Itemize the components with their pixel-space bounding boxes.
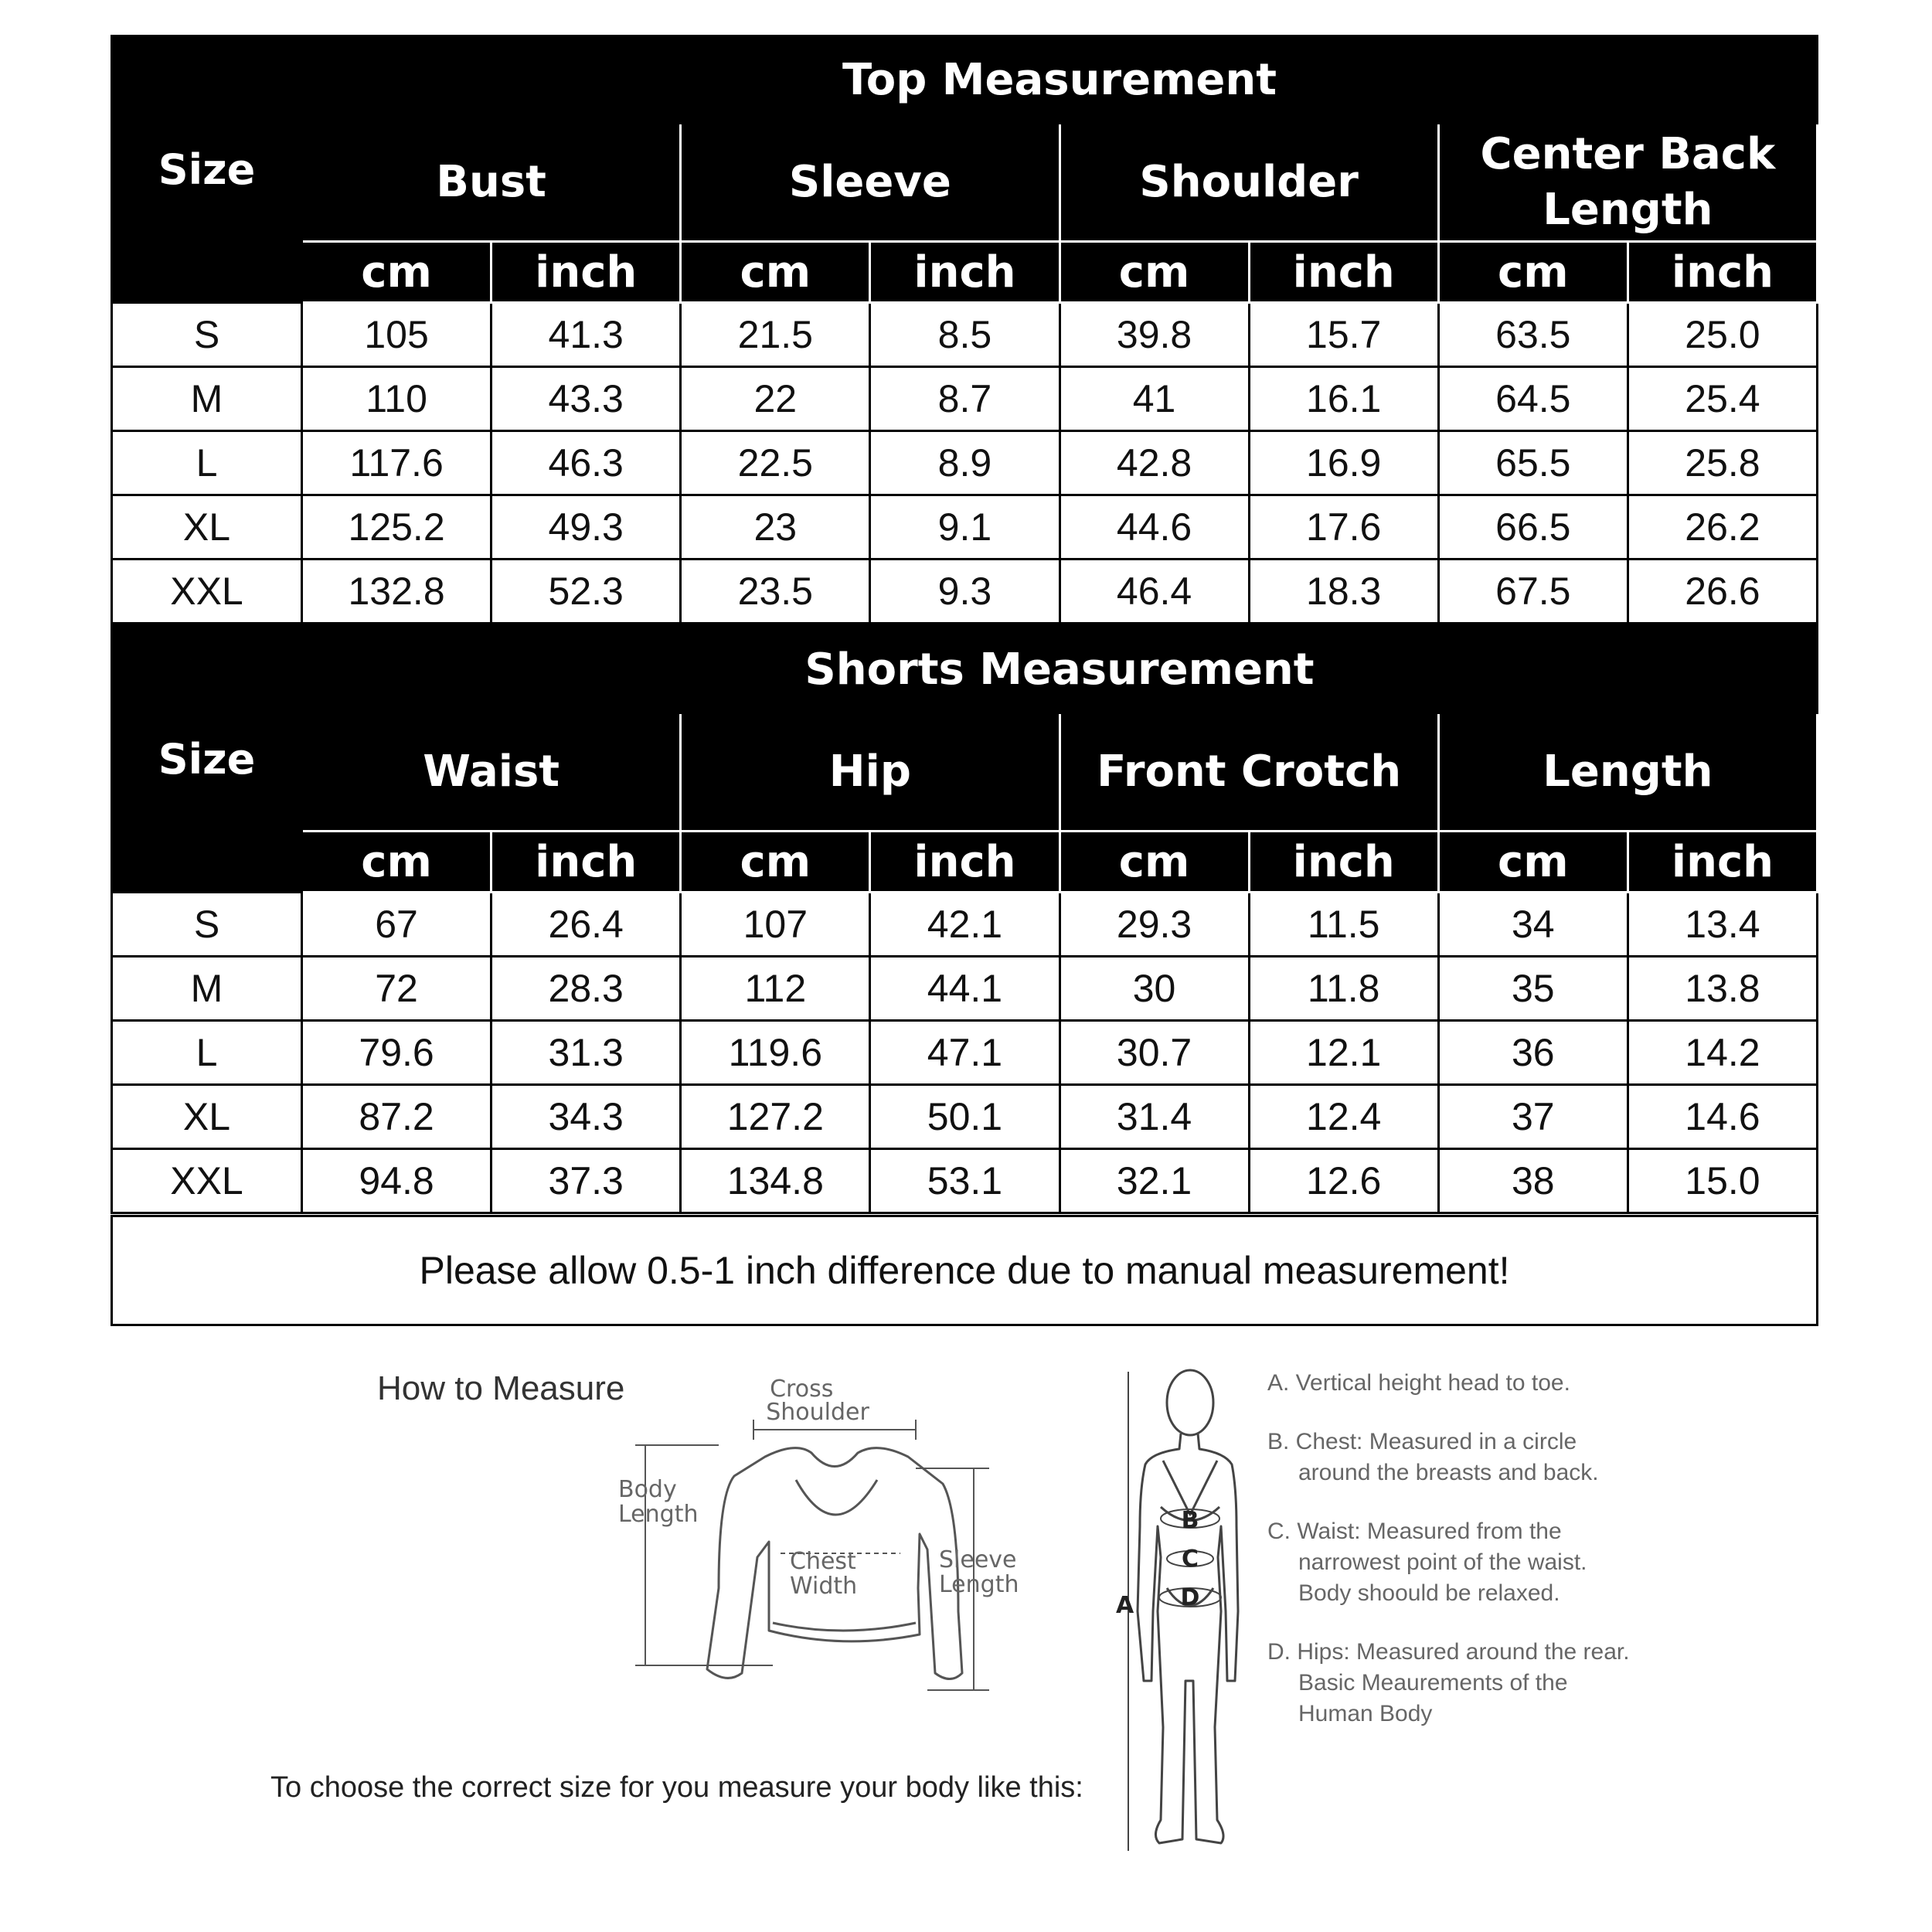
measurement-cell: 12.4: [1249, 1085, 1438, 1149]
measurement-cell: 117.6: [302, 431, 492, 495]
unit-header: inch: [1628, 832, 1817, 893]
measurement-cell: 64.5: [1438, 367, 1628, 431]
measurement-cell: 47.1: [870, 1021, 1060, 1085]
unit-header: inch: [870, 242, 1060, 303]
measurement-cell: 25.8: [1628, 431, 1817, 495]
measurement-cell: 23.5: [681, 560, 870, 624]
measurement-cell: 41: [1060, 367, 1249, 431]
measurement-cell: 17.6: [1249, 495, 1438, 560]
measurement-cell: 8.7: [870, 367, 1060, 431]
size-cell: M: [112, 367, 302, 431]
unit-header: cm: [681, 242, 870, 303]
top-table-body: [112, 303, 1818, 624]
table-row: [112, 303, 1818, 367]
column-group-header: Length: [1438, 713, 1817, 832]
size-cell: XXL: [112, 1149, 302, 1213]
measurement-cell: 34.3: [492, 1085, 681, 1149]
measurement-cell: 16.1: [1249, 367, 1438, 431]
measurement-cell: 35: [1438, 957, 1628, 1021]
measurement-cell: 34: [1438, 893, 1628, 957]
measurement-cell: 18.3: [1249, 560, 1438, 624]
table-row: [112, 367, 1818, 431]
measurement-cell: 37.3: [492, 1149, 681, 1213]
shorts-measurement-table: [111, 624, 1818, 1214]
size-cell: L: [112, 1021, 302, 1085]
unit-header: inch: [870, 832, 1060, 893]
table-row: [112, 957, 1818, 1021]
measurement-cell: 9.1: [870, 495, 1060, 560]
table-row: [112, 495, 1818, 560]
table-row: [112, 560, 1818, 624]
measurement-cell: 29.3: [1060, 893, 1249, 957]
measurement-cell: 39.8: [1060, 303, 1249, 367]
measurement-cell: 125.2: [302, 495, 492, 560]
marker-a-label: A: [1116, 1592, 1134, 1619]
measurement-cell: 11.8: [1249, 957, 1438, 1021]
table-row: [112, 1021, 1818, 1085]
measurement-cell: 31.4: [1060, 1085, 1249, 1149]
measurement-cell: 94.8: [302, 1149, 492, 1213]
measurement-cell: 8.9: [870, 431, 1060, 495]
shorts-table-body: [112, 893, 1818, 1213]
unit-header: cm: [1438, 242, 1628, 303]
measurement-cell: 87.2: [302, 1085, 492, 1149]
measurement-cell: 42.1: [870, 893, 1060, 957]
size-cell: S: [112, 893, 302, 957]
measurement-cell: 9.3: [870, 560, 1060, 624]
measurement-cell: 66.5: [1438, 495, 1628, 560]
measurement-cell: 30.7: [1060, 1021, 1249, 1085]
measurement-cell: 110: [302, 367, 492, 431]
measurement-cell: 11.5: [1249, 893, 1438, 957]
size-cell: XXL: [112, 560, 302, 624]
measurement-cell: 107: [681, 893, 870, 957]
size-cell: XL: [112, 495, 302, 560]
table-row: [112, 431, 1818, 495]
measurement-cell: 15.0: [1628, 1149, 1817, 1213]
marker-c-label: C: [1181, 1546, 1199, 1573]
measurement-cell: 46.3: [492, 431, 681, 495]
sweater-measure-diagram: [611, 1356, 1043, 1719]
unit-header: cm: [302, 832, 492, 893]
table-title: Shorts Measurement: [302, 626, 1818, 713]
measurement-note-c: C. Waist: Measured from the narrowest point of the waist. Body shoould be relaxed.: [1267, 1519, 1587, 1606]
measurement-cell: 32.1: [1060, 1149, 1249, 1213]
measurement-cell: 134.8: [681, 1149, 870, 1213]
marker-d-label: D: [1180, 1584, 1200, 1611]
unit-header: inch: [492, 242, 681, 303]
measurement-cell: 67: [302, 893, 492, 957]
column-group-header: Waist: [302, 713, 681, 832]
column-group-header: Bust: [302, 124, 681, 242]
size-cell: XL: [112, 1085, 302, 1149]
measurement-cell: 31.3: [492, 1021, 681, 1085]
measurement-cell: 112: [681, 957, 870, 1021]
unit-header: inch: [1628, 242, 1817, 303]
measurement-cell: 67.5: [1438, 560, 1628, 624]
marker-b-label: B: [1181, 1507, 1199, 1534]
unit-header: inch: [492, 832, 681, 893]
note-text: Please allow 0.5-1 inch difference due to manual measurement!: [419, 1249, 1510, 1292]
table-row: [112, 1149, 1818, 1213]
measurement-cell: 65.5: [1438, 431, 1628, 495]
measurement-cell: 23: [681, 495, 870, 560]
cross-shoulder-label: Cross Shoulder: [766, 1376, 869, 1426]
size-cell: M: [112, 957, 302, 1021]
measurement-cell: 50.1: [870, 1085, 1060, 1149]
measurement-cell: 8.5: [870, 303, 1060, 367]
unit-header: cm: [681, 832, 870, 893]
measurement-cell: 46.4: [1060, 560, 1249, 624]
measurement-cell: 132.8: [302, 560, 492, 624]
measurement-cell: 44.6: [1060, 495, 1249, 560]
measurement-cell: 22: [681, 367, 870, 431]
table-row: [112, 893, 1818, 957]
column-group-header: Center Back Length: [1438, 124, 1817, 242]
measurement-cell: 26.6: [1628, 560, 1817, 624]
column-group-header: Front Crotch: [1060, 713, 1438, 832]
measurement-cell: 49.3: [492, 495, 681, 560]
measurement-cell: 12.1: [1249, 1021, 1438, 1085]
size-cell: S: [112, 303, 302, 367]
measurement-cell: 42.8: [1060, 431, 1249, 495]
measurement-cell: 26.4: [492, 893, 681, 957]
body-length-label: Body Length: [618, 1476, 699, 1528]
sleeve-length-label: Sleeve Length: [939, 1546, 1019, 1598]
measurement-cell: 63.5: [1438, 303, 1628, 367]
measurement-cell: 30: [1060, 957, 1249, 1021]
unit-header: cm: [1060, 832, 1249, 893]
table-row: [112, 1085, 1818, 1149]
measurement-note-b: B. Chest: Measured in a circle around the breasts and back.: [1267, 1429, 1599, 1485]
measurement-cell: 13.8: [1628, 957, 1817, 1021]
measurement-cell: 25.0: [1628, 303, 1817, 367]
unit-header: cm: [1438, 832, 1628, 893]
size-cell: L: [112, 431, 302, 495]
measurement-cell: 52.3: [492, 560, 681, 624]
measurement-notes-list: [1267, 1368, 1638, 1757]
choose-size-instructions: To choose the correct size for you measure your body like this:: [270, 1771, 1083, 1804]
column-group-header: Hip: [681, 713, 1060, 832]
measurement-note-d: D. Hips: Measured around the rear. Basic Meaurements of the Human Body: [1267, 1639, 1630, 1726]
how-to-measure-title: How to Measure: [377, 1369, 625, 1407]
measurement-cell: 41.3: [492, 303, 681, 367]
unit-header: inch: [1249, 242, 1438, 303]
measurement-cell: 38: [1438, 1149, 1628, 1213]
measurement-cell: 105: [302, 303, 492, 367]
measurement-cell: 15.7: [1249, 303, 1438, 367]
measurement-cell: 36: [1438, 1021, 1628, 1085]
measurement-cell: 79.6: [302, 1021, 492, 1085]
measurement-note-a: A. Vertical height head to toe.: [1267, 1370, 1570, 1396]
measurement-cell: 26.2: [1628, 495, 1817, 560]
measurement-note: [111, 1215, 1818, 1326]
measurement-cell: 25.4: [1628, 367, 1817, 431]
table-title: Top Measurement: [302, 36, 1818, 124]
unit-header: cm: [302, 242, 492, 303]
measurement-cell: 12.6: [1249, 1149, 1438, 1213]
unit-header: cm: [1060, 242, 1249, 303]
measurement-cell: 14.6: [1628, 1085, 1817, 1149]
top-measurement-table: [111, 35, 1818, 624]
measurement-cell: 16.9: [1249, 431, 1438, 495]
measurement-cell: 37: [1438, 1085, 1628, 1149]
measurement-cell: 72: [302, 957, 492, 1021]
unit-header: inch: [1249, 832, 1438, 893]
measurement-cell: 13.4: [1628, 893, 1817, 957]
chest-width-label: Chest Width: [790, 1548, 858, 1600]
measurement-cell: 44.1: [870, 957, 1060, 1021]
measurement-cell: 127.2: [681, 1085, 870, 1149]
size-header: Size: [112, 36, 302, 303]
size-header: Size: [112, 626, 302, 893]
measurement-cell: 43.3: [492, 367, 681, 431]
column-group-header: Shoulder: [1060, 124, 1438, 242]
measurement-cell: 14.2: [1628, 1021, 1817, 1085]
measurement-cell: 21.5: [681, 303, 870, 367]
measurement-cell: 22.5: [681, 431, 870, 495]
column-group-header: Sleeve: [681, 124, 1060, 242]
measurement-cell: 28.3: [492, 957, 681, 1021]
measurement-cell: 53.1: [870, 1149, 1060, 1213]
measurement-cell: 119.6: [681, 1021, 870, 1085]
human-body-diagram: [1105, 1356, 1260, 1882]
